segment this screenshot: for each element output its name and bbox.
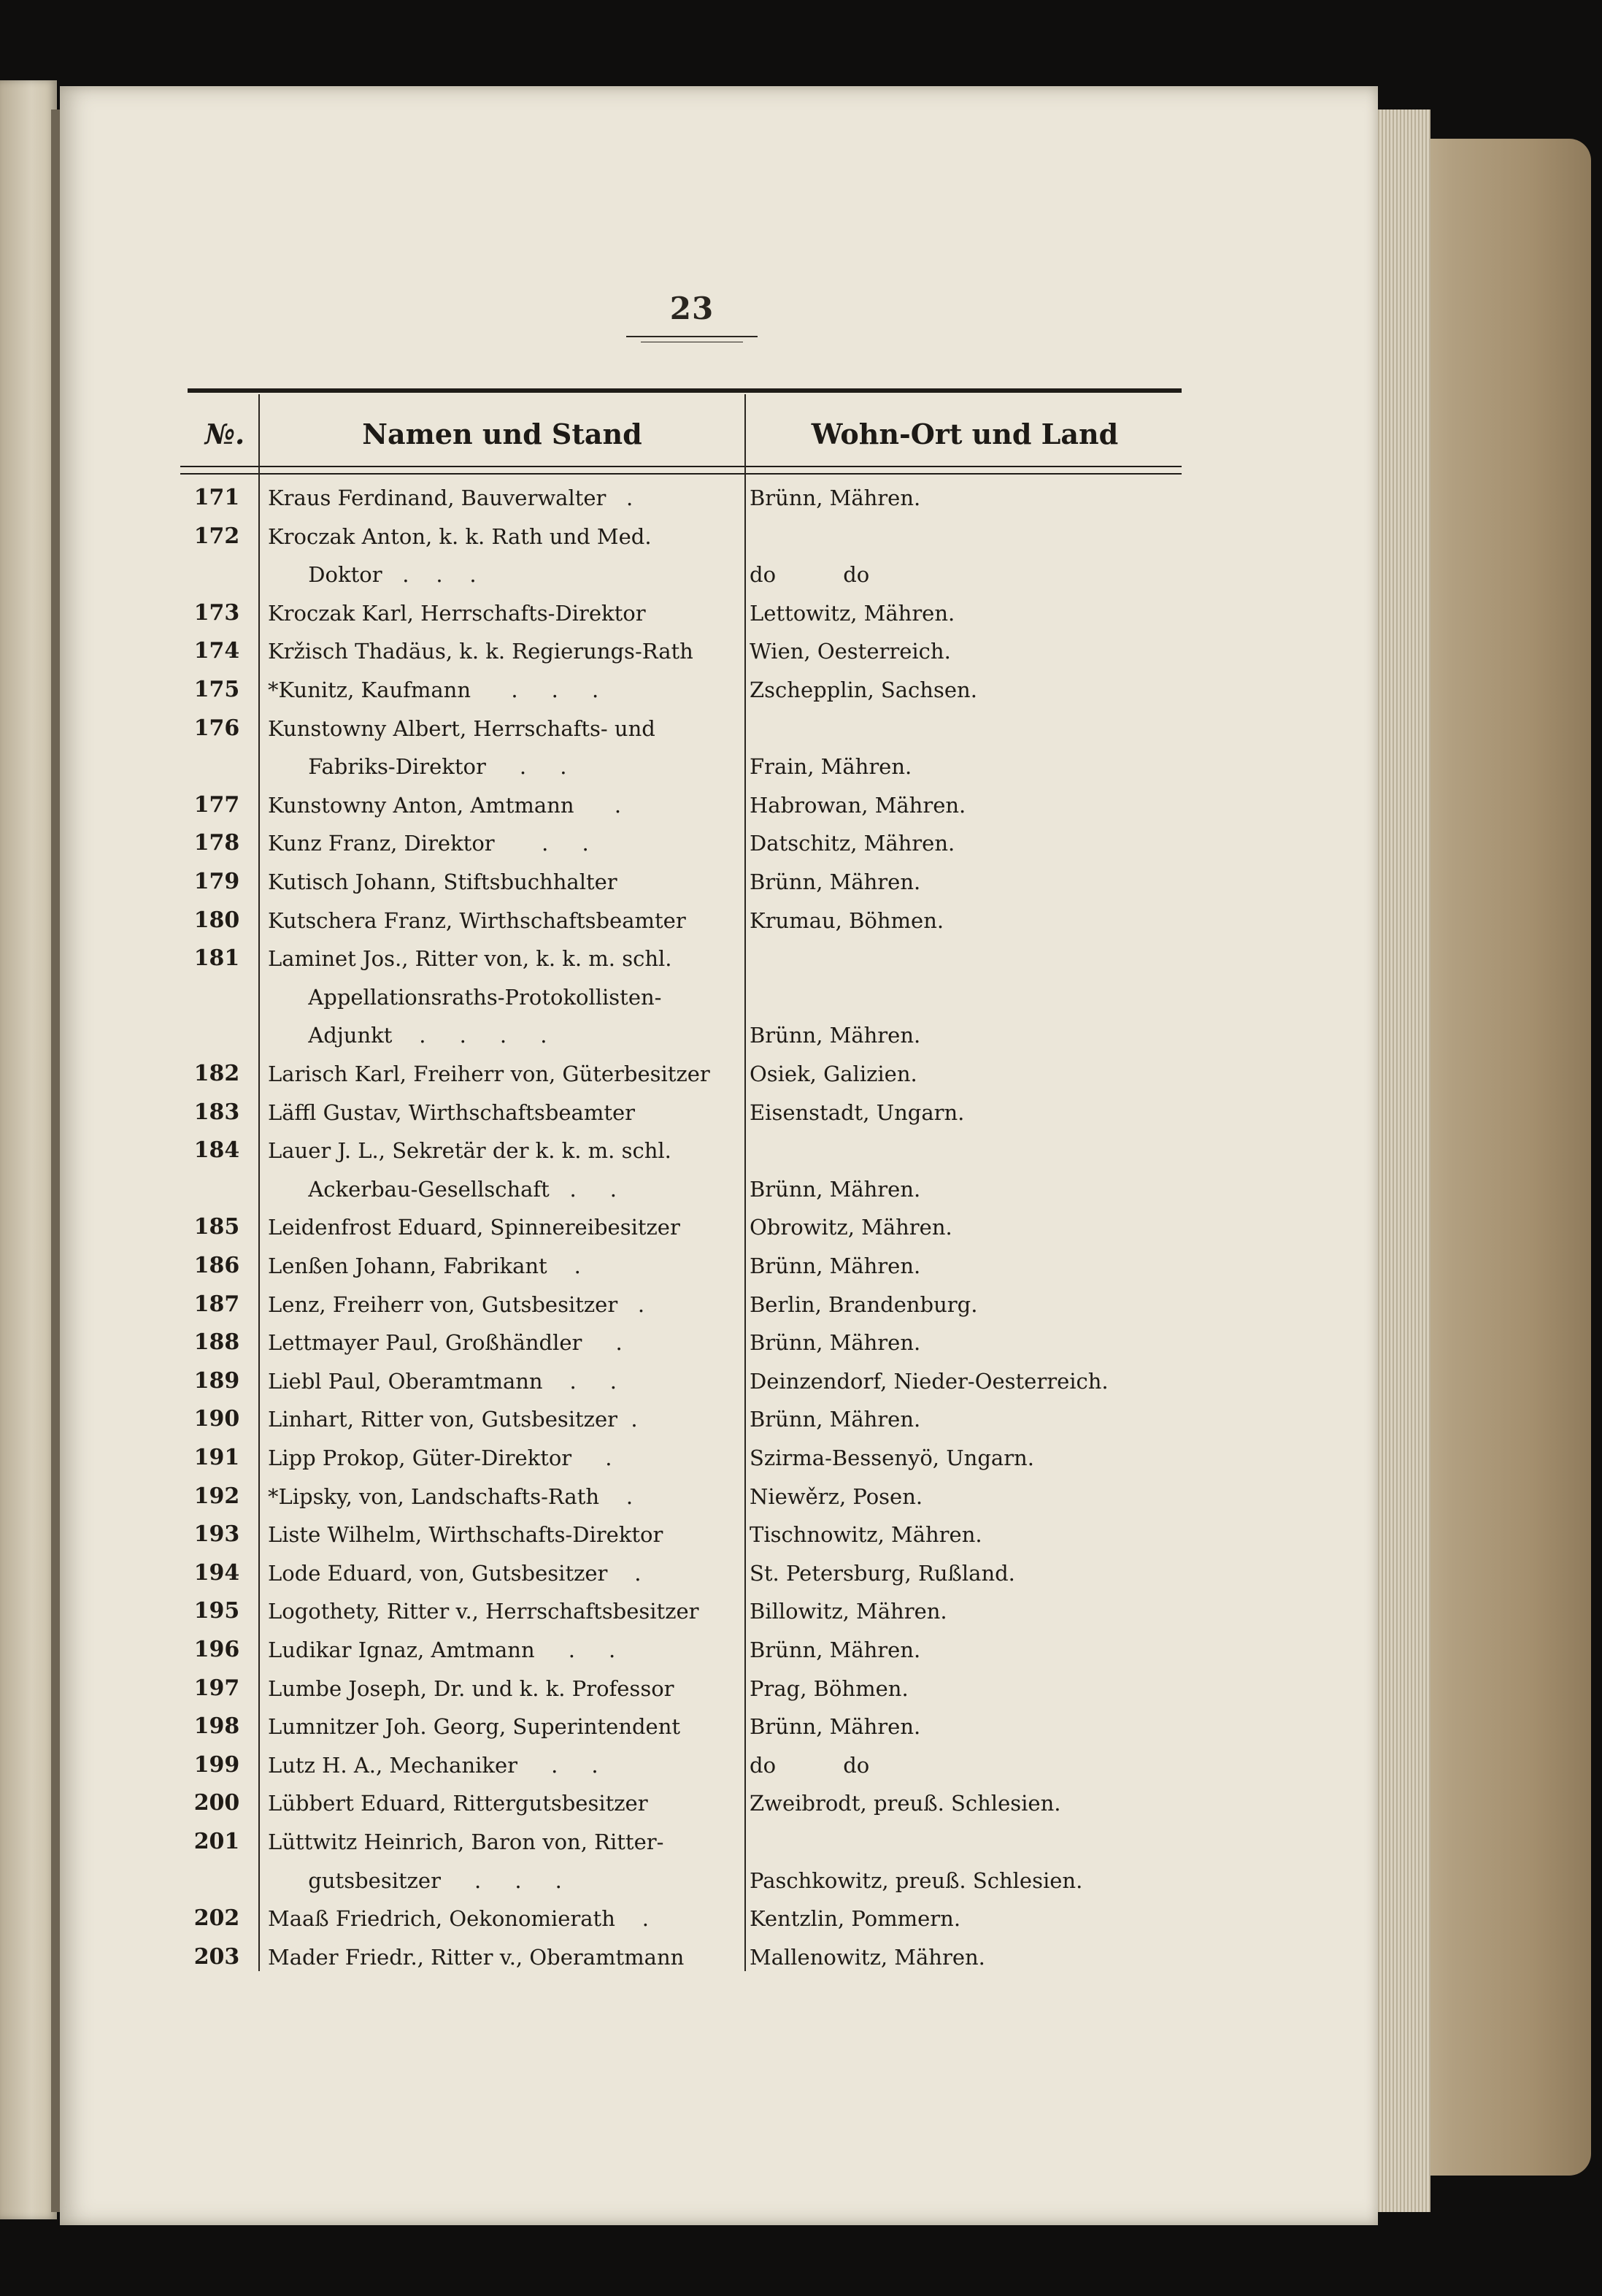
table-row xyxy=(180,1746,1182,1785)
page-number: 23 xyxy=(669,291,715,326)
entry-number: 189 xyxy=(193,1367,240,1394)
entry-name-and-status: Linhart, Ritter von, Gutsbesitzer . xyxy=(268,1407,638,1432)
table-row xyxy=(180,1938,1182,1977)
table-top-rule xyxy=(188,388,1182,393)
entry-number: 186 xyxy=(193,1253,240,1278)
entry-name-and-status: Mader Friedr., Ritter v., Oberamtmann xyxy=(268,1944,685,1970)
entry-name-and-status: Lode Eduard, von, Gutsbesitzer . xyxy=(268,1560,642,1586)
entry-residence: Wien, Oesterreich. xyxy=(750,639,951,664)
entry-number: 187 xyxy=(193,1291,240,1317)
entry-name-and-status: Ludikar Ignaz, Amtmann . . xyxy=(268,1637,616,1662)
table-row xyxy=(180,1669,1182,1708)
entry-number: 203 xyxy=(193,1943,240,1970)
entry-residence: Osiek, Galizien. xyxy=(750,1061,917,1086)
entry-number: 198 xyxy=(193,1713,240,1740)
entry-name-and-status: Lipp Prokop, Güter-Direktor . xyxy=(268,1445,612,1470)
entry-residence: do do xyxy=(750,1752,870,1778)
table-row xyxy=(180,1592,1182,1631)
entry-residence: Tischnowitz, Mähren. xyxy=(750,1522,982,1548)
entry-name-and-status: Laminet Jos., Ritter von, k. k. m. schl. xyxy=(268,946,672,972)
entry-name-and-status: Kunstowny Albert, Herrschafts- und xyxy=(268,715,655,741)
entry-number: 181 xyxy=(193,945,240,972)
header-name-and-status: Namen und Stand xyxy=(362,418,642,450)
entry-number: 178 xyxy=(193,830,240,856)
table-row xyxy=(180,1707,1182,1746)
entry-number: 182 xyxy=(193,1061,240,1086)
entry-number: 197 xyxy=(193,1675,240,1701)
page-stack-edges xyxy=(1372,110,1430,2212)
entry-residence: Eisenstadt, Ungarn. xyxy=(750,1099,965,1125)
table-row xyxy=(180,1054,1182,1094)
entry-name-and-status: Fabriks-Direktor . . xyxy=(268,754,567,780)
entry-residence: Brünn, Mähren. xyxy=(750,1637,921,1662)
table-row xyxy=(180,1246,1182,1286)
table-row xyxy=(180,939,1182,978)
entry-number: 196 xyxy=(193,1637,240,1662)
entry-residence: Obrowitz, Mähren. xyxy=(750,1215,952,1240)
table-row xyxy=(180,1400,1182,1439)
table-row xyxy=(180,517,1182,556)
page-number-rule xyxy=(626,336,758,337)
table-row xyxy=(180,1093,1182,1132)
entry-name-and-status: Lenßen Johann, Fabrikant . xyxy=(268,1253,581,1278)
table-row xyxy=(180,1438,1182,1478)
entry-number: 201 xyxy=(193,1829,240,1854)
entry-number: 191 xyxy=(193,1445,240,1470)
entry-name-and-status: *Lipsky, von, Landschafts-Rath . xyxy=(268,1483,634,1509)
entry-residence: Brünn, Mähren. xyxy=(750,1023,921,1048)
table-row xyxy=(180,862,1182,902)
entry-name-and-status: Kutschera Franz, Wirthschaftsbeamter xyxy=(268,907,686,933)
table-row xyxy=(180,670,1182,710)
entry-residence: Brünn, Mähren. xyxy=(750,485,921,510)
table-row xyxy=(180,1131,1182,1170)
table-row xyxy=(180,901,1182,940)
table-row xyxy=(180,1362,1182,1401)
entry-residence: Kentzlin, Pommern. xyxy=(750,1906,961,1932)
entry-name-and-status: Kunz Franz, Direktor . . xyxy=(268,831,589,856)
entry-number: 179 xyxy=(193,869,240,894)
entry-residence: Szirma-Bessenyö, Ungarn. xyxy=(750,1445,1034,1470)
entry-name-and-status: Kutisch Johann, Stiftsbuchhalter xyxy=(268,869,617,894)
entry-number: 192 xyxy=(193,1483,240,1509)
entry-residence: Mallenowitz, Mähren. xyxy=(750,1944,985,1970)
table-row xyxy=(180,1899,1182,1938)
entry-name-and-status: Lauer J. L., Sekretär der k. k. m. schl. xyxy=(268,1138,671,1164)
entry-residence: Berlin, Brandenburg. xyxy=(750,1291,978,1317)
entry-number: 195 xyxy=(193,1598,240,1624)
entry-residence: Frain, Mähren. xyxy=(750,754,912,780)
entry-name-and-status: Lenz, Freiherr von, Gutsbesitzer . xyxy=(268,1291,645,1317)
entry-residence: Paschkowitz, preuß. Schlesien. xyxy=(750,1867,1083,1893)
table-row xyxy=(180,1861,1182,1900)
book-spine-shadow xyxy=(51,110,60,2212)
entry-residence: Lettowitz, Mähren. xyxy=(750,600,955,626)
entry-number: 190 xyxy=(193,1406,240,1432)
table-row xyxy=(180,555,1182,594)
table-row xyxy=(180,747,1182,786)
entry-name-and-status: Kržisch Thadäus, k. k. Regierungs-Rath xyxy=(268,639,693,664)
header-residence: Wohn-Ort und Land xyxy=(811,418,1119,450)
entry-name-and-status: Leidenfrost Eduard, Spinnereibesitzer xyxy=(268,1215,680,1240)
table-row xyxy=(180,1784,1182,1823)
entry-residence: Brünn, Mähren. xyxy=(750,869,921,894)
entry-residence: Krumau, Böhmen. xyxy=(750,907,944,933)
table-row xyxy=(180,1323,1182,1362)
entry-number: 184 xyxy=(193,1137,240,1164)
entry-name-and-status: Lübbert Eduard, Rittergutsbesitzer xyxy=(268,1791,648,1816)
entry-name-and-status: gutsbesitzer . . . xyxy=(268,1867,562,1893)
entry-residence: Brünn, Mähren. xyxy=(750,1176,921,1202)
entry-name-and-status: Liebl Paul, Oberamtmann . . xyxy=(268,1368,617,1394)
entry-number: 173 xyxy=(193,599,240,626)
entry-number: 174 xyxy=(193,638,240,664)
entry-number: 194 xyxy=(193,1559,240,1586)
entry-name-and-status: *Kunitz, Kaufmann . . . xyxy=(268,677,599,702)
entry-name-and-status: Lettmayer Paul, Großhändler . xyxy=(268,1330,623,1356)
entry-number: 199 xyxy=(193,1751,240,1778)
table-row xyxy=(180,631,1182,671)
table-row xyxy=(180,978,1182,1017)
entry-name-and-status: Läffl Gustav, Wirthschaftsbeamter xyxy=(268,1099,636,1125)
entry-name-and-status: Liste Wilhelm, Wirthschafts-Direktor xyxy=(268,1522,663,1548)
entry-name-and-status: Ackerbau-Gesellschaft . . xyxy=(268,1176,617,1202)
table-row xyxy=(180,1515,1182,1554)
table-row xyxy=(180,1207,1182,1247)
entry-number: 193 xyxy=(193,1521,240,1548)
entry-residence: Zweibrodt, preuß. Schlesien. xyxy=(750,1791,1061,1816)
table-row xyxy=(180,1170,1182,1209)
table-row xyxy=(180,1822,1182,1862)
entry-residence: Brünn, Mähren. xyxy=(750,1253,921,1278)
header-rule xyxy=(180,466,1182,467)
entry-number: 175 xyxy=(193,677,240,702)
entry-number: 177 xyxy=(193,791,240,818)
table-row xyxy=(180,594,1182,633)
entry-number: 180 xyxy=(193,907,240,933)
table-row xyxy=(180,786,1182,825)
entry-number: 172 xyxy=(193,523,240,549)
entry-number: 171 xyxy=(193,485,240,510)
entry-name-and-status: Logothety, Ritter v., Herrschaftsbesitzer xyxy=(268,1599,699,1624)
entry-residence: Zschepplin, Sachsen. xyxy=(750,677,977,702)
table-row xyxy=(180,1015,1182,1055)
entry-number: 202 xyxy=(193,1905,240,1932)
entry-number: 188 xyxy=(193,1329,240,1356)
entry-name-and-status: Appellationsraths-Protokollisten- xyxy=(268,984,662,1010)
entry-residence: Habrowan, Mähren. xyxy=(750,792,966,818)
entry-name-and-status: Lumnitzer Joh. Georg, Superintendent xyxy=(268,1714,681,1740)
entry-name-and-status: Larisch Karl, Freiherr von, Güterbesitzer xyxy=(268,1061,710,1086)
entry-residence: Prag, Böhmen. xyxy=(750,1675,909,1701)
entry-number: 200 xyxy=(193,1790,240,1816)
entry-number: 176 xyxy=(193,715,240,741)
entry-name-and-status: Adjunkt . . . . xyxy=(268,1023,547,1048)
table-row xyxy=(180,478,1182,518)
table-row xyxy=(180,1477,1182,1516)
entry-number: 183 xyxy=(193,1099,240,1125)
entry-name-and-status: Kraus Ferdinand, Bauverwalter . xyxy=(268,485,634,510)
entry-name-and-status: Doktor . . . xyxy=(268,562,477,588)
entry-name-and-status: Lüttwitz Heinrich, Baron von, Ritter- xyxy=(268,1829,664,1854)
table-row xyxy=(180,709,1182,748)
entry-name-and-status: Maaß Friedrich, Oekonomierath . xyxy=(268,1906,649,1932)
entry-residence: St. Petersburg, Rußland. xyxy=(750,1560,1015,1586)
entry-residence: Niewěrz, Posen. xyxy=(750,1483,923,1509)
entry-name-and-status: Kunstowny Anton, Amtmann . xyxy=(268,792,622,818)
entry-residence: Brünn, Mähren. xyxy=(750,1714,921,1740)
table-row xyxy=(180,823,1182,863)
table-row xyxy=(180,1630,1182,1670)
entry-residence: do do xyxy=(750,562,870,588)
header-rule-double xyxy=(180,473,1182,475)
left-page-edge xyxy=(0,80,57,2219)
entry-residence: Deinzendorf, Nieder-Oesterreich. xyxy=(750,1368,1109,1394)
entry-residence: Brünn, Mähren. xyxy=(750,1330,921,1356)
header-number: №. xyxy=(204,418,245,450)
entry-residence: Brünn, Mähren. xyxy=(750,1407,921,1432)
entry-number: 185 xyxy=(193,1214,240,1240)
entry-residence: Datschitz, Mähren. xyxy=(750,831,955,856)
entry-residence: Billowitz, Mähren. xyxy=(750,1599,947,1624)
entry-name-and-status: Kroczak Karl, Herrschafts-Direktor xyxy=(268,600,646,626)
entry-name-and-status: Kroczak Anton, k. k. Rath und Med. xyxy=(268,523,652,549)
table-row xyxy=(180,1554,1182,1593)
entry-name-and-status: Lumbe Joseph, Dr. und k. k. Professor xyxy=(268,1675,674,1701)
entry-name-and-status: Lutz H. A., Mechaniker . . xyxy=(268,1752,598,1778)
table-row xyxy=(180,1285,1182,1324)
